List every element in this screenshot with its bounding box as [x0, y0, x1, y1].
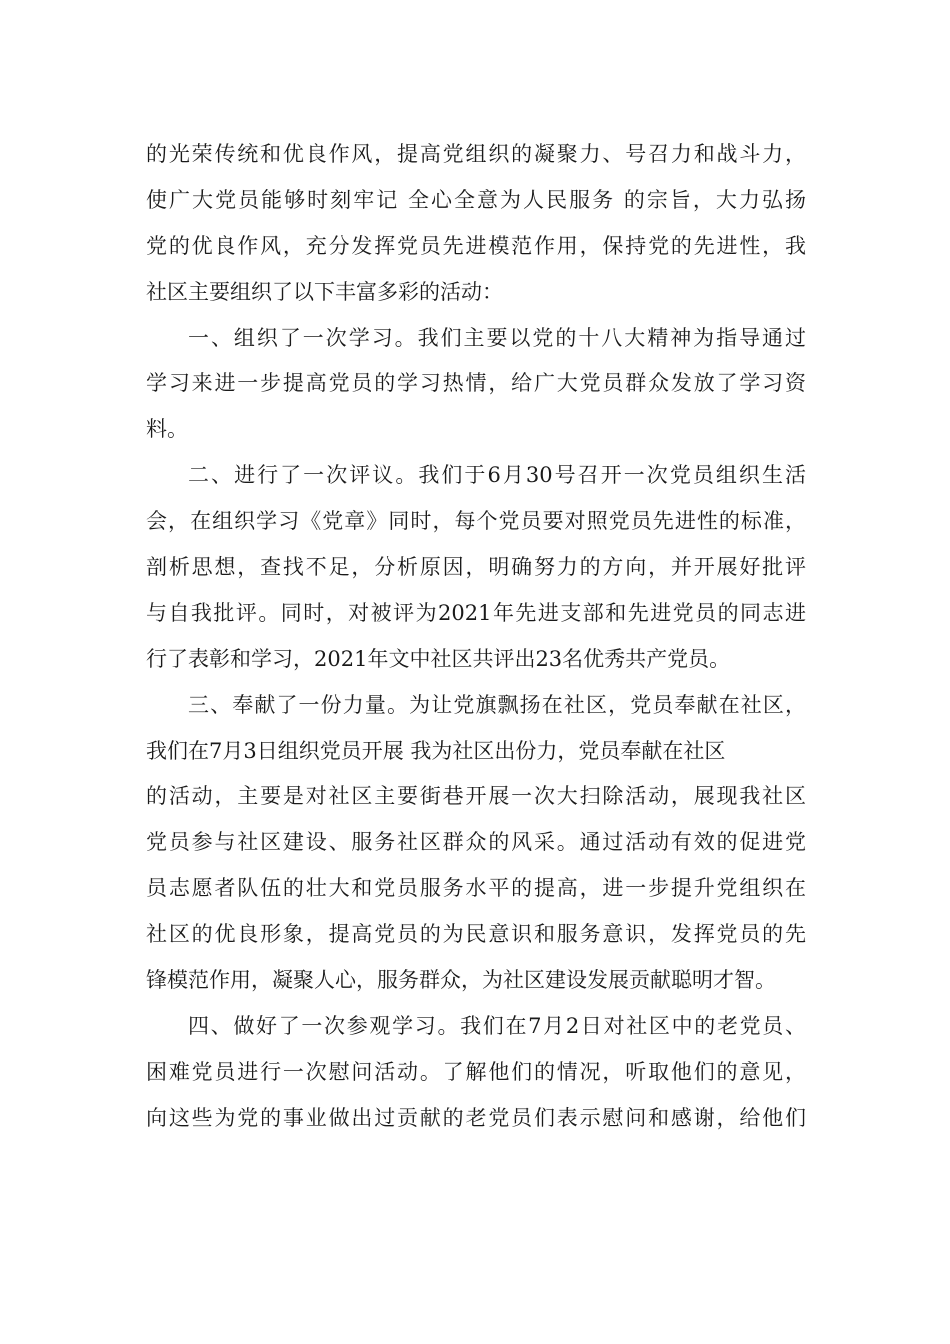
paragraph-2-line: 二、进行了一次评议。我们于6月30号召开一次党员组织生活: [188, 463, 806, 488]
text-line: 使广大党员能够时刻牢记 全心全意为人民服务 的宗旨，大力弘扬: [146, 187, 806, 212]
text-line: 行了表彰和学习，2021年文中社区共评出23名优秀共产党员。: [146, 646, 731, 671]
text-line: 会，在组织学习《党章》同时，每个党员要对照党员先进性的标准，: [146, 509, 806, 534]
text-line: 我们在7月3日组织党员开展 我为社区出份力，党员奉献在社区: [146, 738, 726, 763]
text-line: 锋模范作用，凝聚人心，服务群众，为社区建设发展贡献聪明才智。: [146, 968, 776, 993]
text-line: 社区主要组织了以下丰富多彩的活动：: [146, 279, 503, 304]
paragraph-3-line: 三、奉献了一份力量。为让党旗飘扬在社区，党员奉献在社区，: [188, 692, 806, 717]
text-line: 的活动，主要是对社区主要街巷开展一次大扫除活动，展现我社区: [146, 784, 806, 809]
text-line: 困难党员进行一次慰问活动。了解他们的情况，听取他们的意见，: [146, 1059, 806, 1084]
text-line: 党的优良作风，充分发挥党员先进模范作用，保持党的先进性，我: [146, 233, 806, 258]
text-line: 学习来进一步提高党员的学习热情，给广大党员群众发放了学习资: [146, 371, 806, 396]
text-line: 员志愿者队伍的壮大和党员服务水平的提高，进一步提升党组织在: [146, 876, 806, 901]
text-line: 向这些为党的事业做出过贡献的老党员们表示慰问和感谢，给他们: [146, 1105, 806, 1130]
text-line: 剖析思想，查找不足，分析原因，明确努力的方向，并开展好批评: [146, 555, 806, 580]
text-line: 与自我批评。同时，对被评为2021年先进支部和先进党员的同志进: [146, 600, 806, 625]
paragraph-4-line: 四、做好了一次参观学习。我们在7月2日对社区中的老党员、: [188, 1013, 806, 1038]
text-line: 的光荣传统和优良作风，提高党组织的凝聚力、号召力和战斗力，: [146, 142, 806, 166]
text-line: 党员参与社区建设、服务社区群众的风采。通过活动有效的促进党: [146, 830, 806, 855]
text-line: 料。: [146, 417, 188, 442]
paragraph-1-line: 一、组织了一次学习。我们主要以党的十八大精神为指导通过: [188, 325, 806, 350]
body-text: [146, 132, 806, 1142]
text-line: 社区的优良形象，提高党员的为民意识和服务意识，发挥党员的先: [146, 922, 806, 947]
